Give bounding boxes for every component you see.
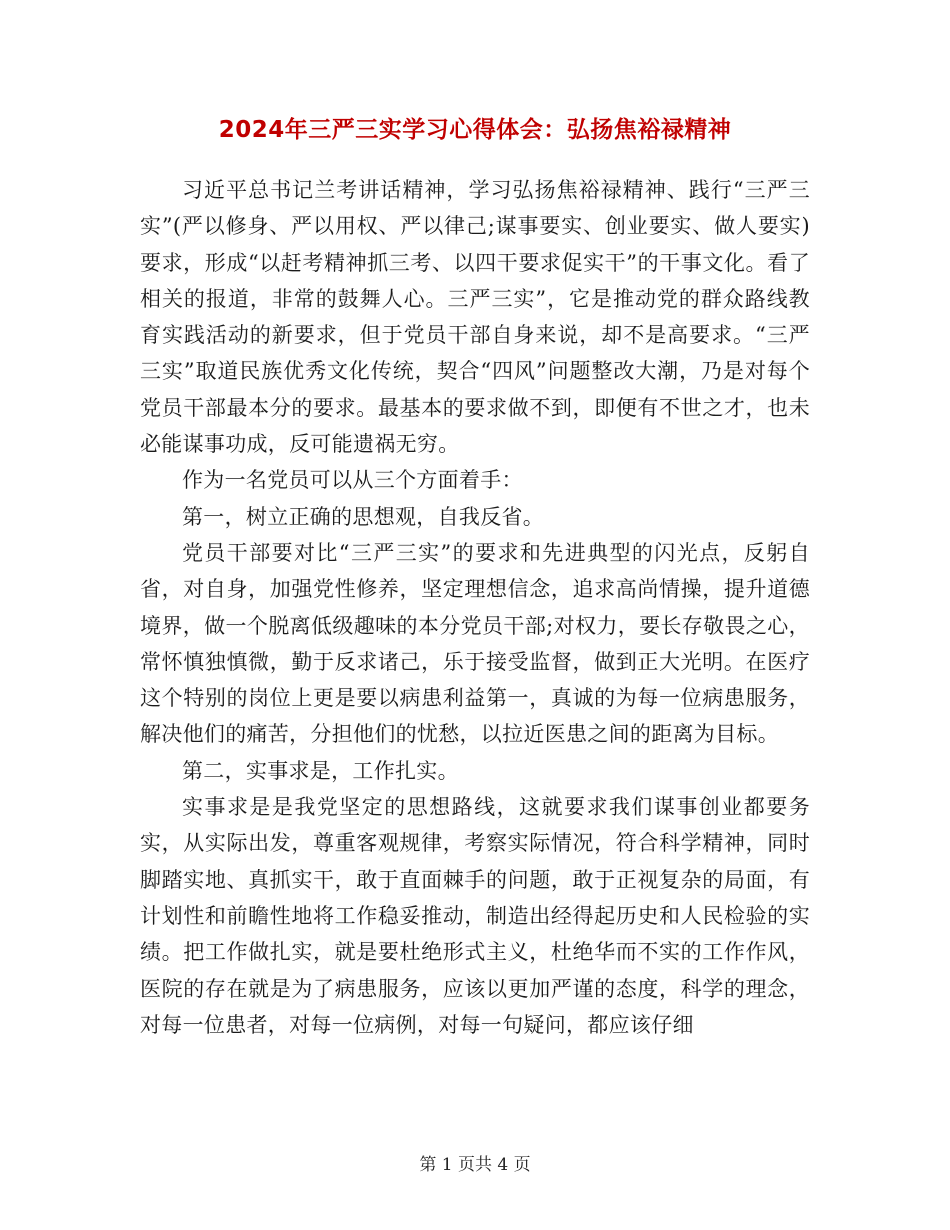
document-body	[140, 172, 810, 1043]
paragraph-point-one-heading: 第一，树立正确的思想观，自我反省。	[182, 504, 545, 529]
paragraph-point-one-body: 党员干部要对比“三严三实”的要求和先进典型的闪光点，反躬自省，对自身，加强党性修养，坚定理想信念，追求高尚情操，提升道德境界，做一个脱离低级趣味的本分党员干部;对权力，要长存敬畏之心，常怀慎独慎微，勤于反求诸己，乐于接受监督，做到正大光明。在医疗这个特别的岗位上更是要以病患利益第一，真诚的为每一位病患服务，解决他们的痛苦，分担他们的忧愁，以拉近医患之间的距离为目标。	[140, 540, 810, 747]
paragraph-point-two-heading: 第二，实事求是，工作扎实。	[182, 758, 459, 783]
paragraph-approach: 作为一名党员可以从三个方面着手：	[182, 468, 523, 493]
paragraph-point-two-body: 实事求是是我党坚定的思想路线，这就要求我们谋事创业都要务实，从实际出发，尊重客观规律，考察实际情况，符合科学精神，同时脚踏实地、真抓实干，敢于直面棘手的问题，敢于正视复杂的局面，有计划性和前瞻性地将工作稳妥推动，制造出经得起历史和人民检验的实绩。把工作做扎实，就是要杜绝形式主义，杜绝华而不实的工作作风，医院的存在就是为了病患服务，应该以更加严谨的态度，科学的理念，对每一位患者，对每一位病例，对每一句疑问，都应该仔细	[140, 795, 810, 1037]
page-number-footer: 第 1 页共 4 页	[419, 1155, 531, 1175]
document-title: 2024年三严三实学习心得体会：弘扬焦裕禄精神	[218, 117, 732, 143]
paragraph-intro: 习近平总书记兰考讲话精神，学习弘扬焦裕禄精神、践行“三严三实”(严以修身、严以用权、严以律己;谋事要实、创业要实、做人要实)要求，形成“以赶考精神抓三考、以四干要求促实干”的干事文化。看了相关的报道，非常的鼓舞人心。三严三实”，它是推动党的群众路线教育实践活动的新要求，但于党员干部自身来说，却不是高要求。“三严三实”取道民族优秀文化传统，契合“四风”问题整改大潮，乃是对每个党员干部最本分的要求。最基本的要求做不到，即便有不世之才，也未必能谋事功成，反可能遗祸无穷。	[140, 178, 810, 457]
